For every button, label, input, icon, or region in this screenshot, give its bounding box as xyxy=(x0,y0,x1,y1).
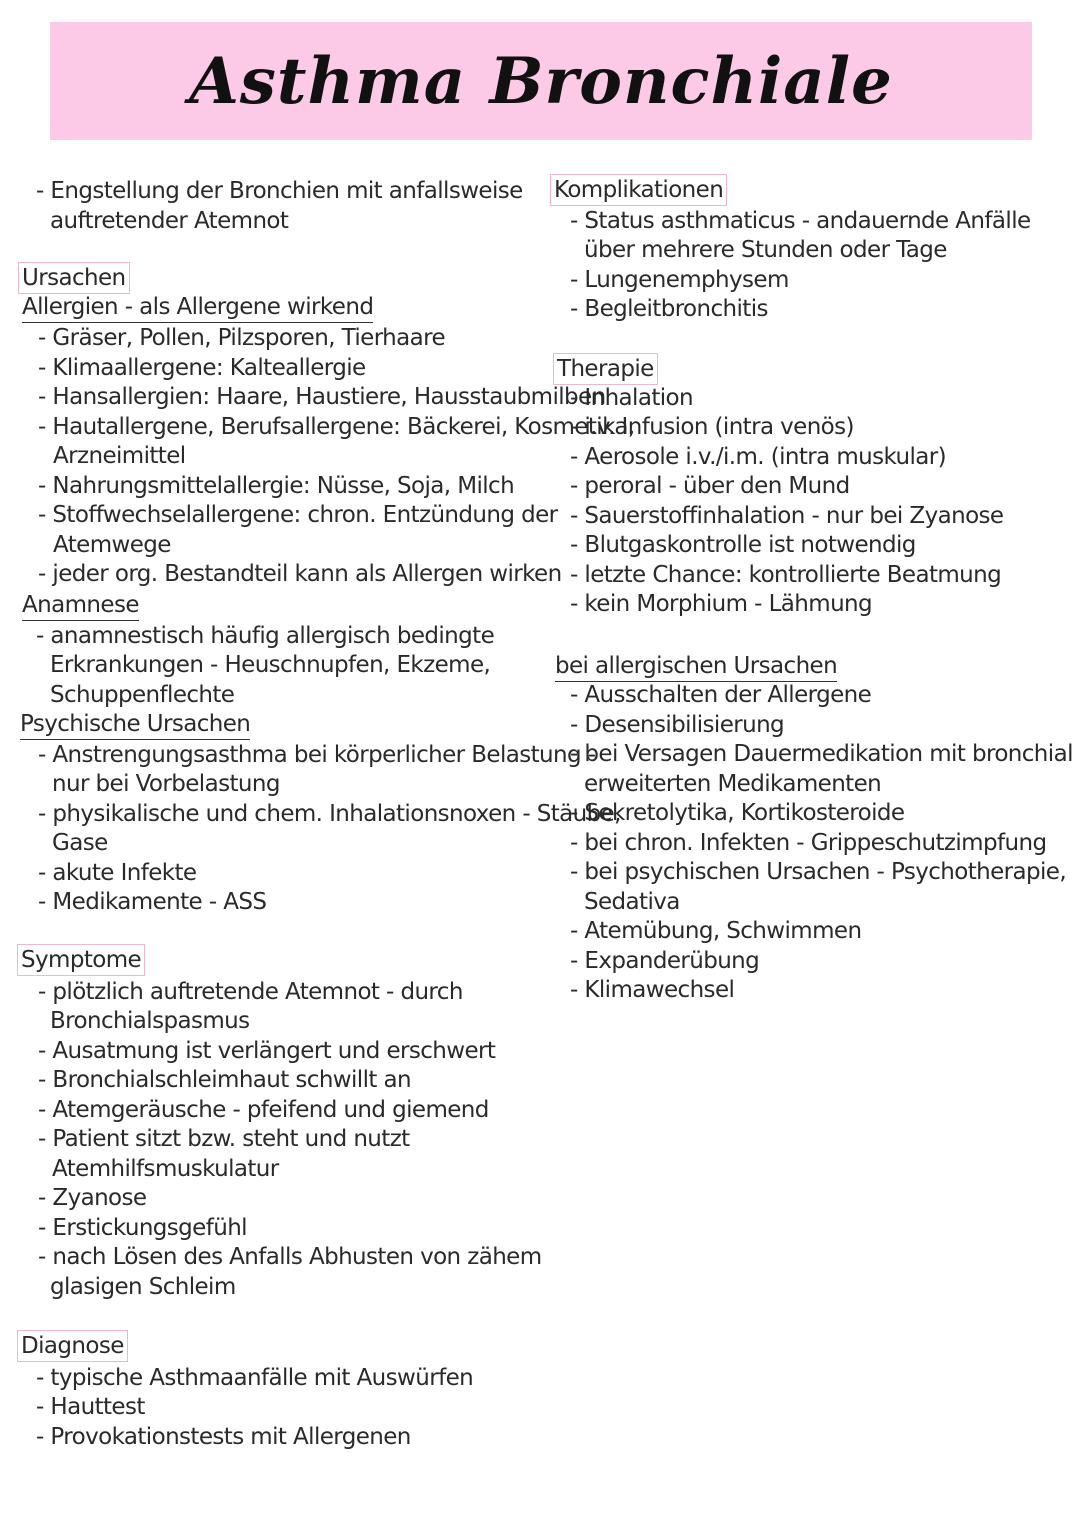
list-item: - jeder org. Bestandteil kann als Allergen wirken xyxy=(38,561,562,587)
list-item: - peroral - über den Mund xyxy=(570,473,850,499)
intro-line: auftretender Atemnot xyxy=(50,208,289,234)
list-item: erweiterten Medikamenten xyxy=(584,771,882,797)
list-item: - akute Infekte xyxy=(38,860,197,886)
list-item: glasigen Schleim xyxy=(50,1274,236,1300)
section-heading-symptome: Symptome xyxy=(17,944,145,976)
list-item: - Hauttest xyxy=(36,1394,145,1420)
section-heading-therapie: Therapie xyxy=(553,353,658,385)
section-heading-komplikationen: Komplikationen xyxy=(550,174,727,206)
list-item: - Atemübung, Schwimmen xyxy=(570,918,862,944)
list-item: Atemwege xyxy=(53,532,171,558)
list-item: - Ausatmung ist verlängert und erschwert xyxy=(38,1038,496,1064)
list-item: Schuppenflechte xyxy=(50,682,235,708)
list-item: - Klimaallergene: Kalteallergie xyxy=(38,355,366,381)
list-item: - Klimawechsel xyxy=(570,977,735,1003)
list-item: - Erstickungsgefühl xyxy=(38,1215,247,1241)
list-item: - Inhalation xyxy=(570,385,693,411)
section-heading-ursachen: Ursachen xyxy=(18,262,130,294)
list-item: - bei chron. Infekten - Grippeschutzimpfung xyxy=(570,830,1047,856)
list-item: Atemhilfsmuskulatur xyxy=(52,1156,279,1182)
list-item: Bronchialspasmus xyxy=(50,1008,250,1034)
list-item: - Provokationstests mit Allergenen xyxy=(36,1424,411,1450)
list-item: - Nahrungsmittelallergie: Nüsse, Soja, Milch xyxy=(38,473,515,499)
page-title: Asthma Bronchiale xyxy=(189,44,893,119)
list-item: - Lungenemphysem xyxy=(570,267,789,293)
list-item: Gase xyxy=(52,830,108,856)
subheading-allergien: Allergien - als Allergene wirkend xyxy=(22,292,373,323)
section-heading-diagnose: Diagnose xyxy=(17,1330,128,1362)
list-item: - Sauerstoffinhalation - nur bei Zyanose xyxy=(570,503,1004,529)
list-item: - nach Lösen des Anfalls Abhusten von zähem xyxy=(38,1244,542,1270)
list-item: - anamnestisch häufig allergisch bedingte xyxy=(36,623,495,649)
list-item: - Hansallergien: Haare, Haustiere, Hausstaubmilben xyxy=(38,384,606,410)
list-item: - bei Versagen Dauermedikation mit bronchial xyxy=(570,741,1073,767)
list-item: - Expanderübung xyxy=(570,948,760,974)
list-item: - Atemgeräusche - pfeifend und giemend xyxy=(38,1097,489,1123)
list-item: - Patient sitzt bzw. steht und nutzt xyxy=(38,1126,410,1152)
list-item: - kein Morphium - Lähmung xyxy=(570,591,873,617)
list-item: - Sekretolytika, Kortikosteroide xyxy=(570,800,905,826)
list-item: nur bei Vorbelastung xyxy=(52,771,280,797)
list-item: Sedativa xyxy=(584,889,680,915)
intro-line: - Engstellung der Bronchien mit anfallsweise xyxy=(36,178,523,204)
list-item: - bei psychischen Ursachen - Psychotherapie, xyxy=(570,859,1067,885)
title-banner xyxy=(50,22,1032,140)
list-item: - Hautallergene, Berufsallergene: Bäckerei, Kosmetika, xyxy=(38,414,635,440)
list-item: - i.v. Infusion (intra venös) xyxy=(570,414,854,440)
subheading-allergische-ursachen: bei allergischen Ursachen xyxy=(555,651,837,682)
list-item: - Desensibilisierung xyxy=(570,712,785,738)
list-item: - plötzlich auftretende Atemnot - durch xyxy=(38,979,463,1005)
list-item: Arzneimittel xyxy=(53,443,186,469)
list-item: - Medikamente - ASS xyxy=(38,889,267,915)
list-item: - Stoffwechselallergene: chron. Entzündung der xyxy=(38,502,558,528)
list-item: - Begleitbronchitis xyxy=(570,296,768,322)
list-item: - typische Asthmaanfälle mit Auswürfen xyxy=(36,1365,474,1391)
list-item: - Blutgaskontrolle ist notwendig xyxy=(570,532,916,558)
list-item: - Gräser, Pollen, Pilzsporen, Tierhaare xyxy=(38,325,446,351)
subheading-anamnese: Anamnese xyxy=(22,590,139,621)
list-item: - Ausschalten der Allergene xyxy=(570,682,872,708)
list-item: über mehrere Stunden oder Tage xyxy=(584,237,947,263)
list-item: Erkrankungen - Heuschnupfen, Ekzeme, xyxy=(50,652,491,678)
subheading-psychische-ursachen: Psychische Ursachen xyxy=(20,709,250,740)
list-item: - letzte Chance: kontrollierte Beatmung xyxy=(570,562,1002,588)
list-item: - Aerosole i.v./i.m. (intra muskular) xyxy=(570,444,947,470)
list-item: - Anstrengungsasthma bei körperlicher Belastung - xyxy=(38,742,596,768)
list-item: - Zyanose xyxy=(38,1185,147,1211)
list-item: - Bronchialschleimhaut schwillt an xyxy=(38,1067,411,1093)
list-item: - Status asthmaticus - andauernde Anfälle xyxy=(570,208,1031,234)
list-item: - physikalische und chem. Inhalationsnoxen - Stäube, xyxy=(38,801,621,827)
